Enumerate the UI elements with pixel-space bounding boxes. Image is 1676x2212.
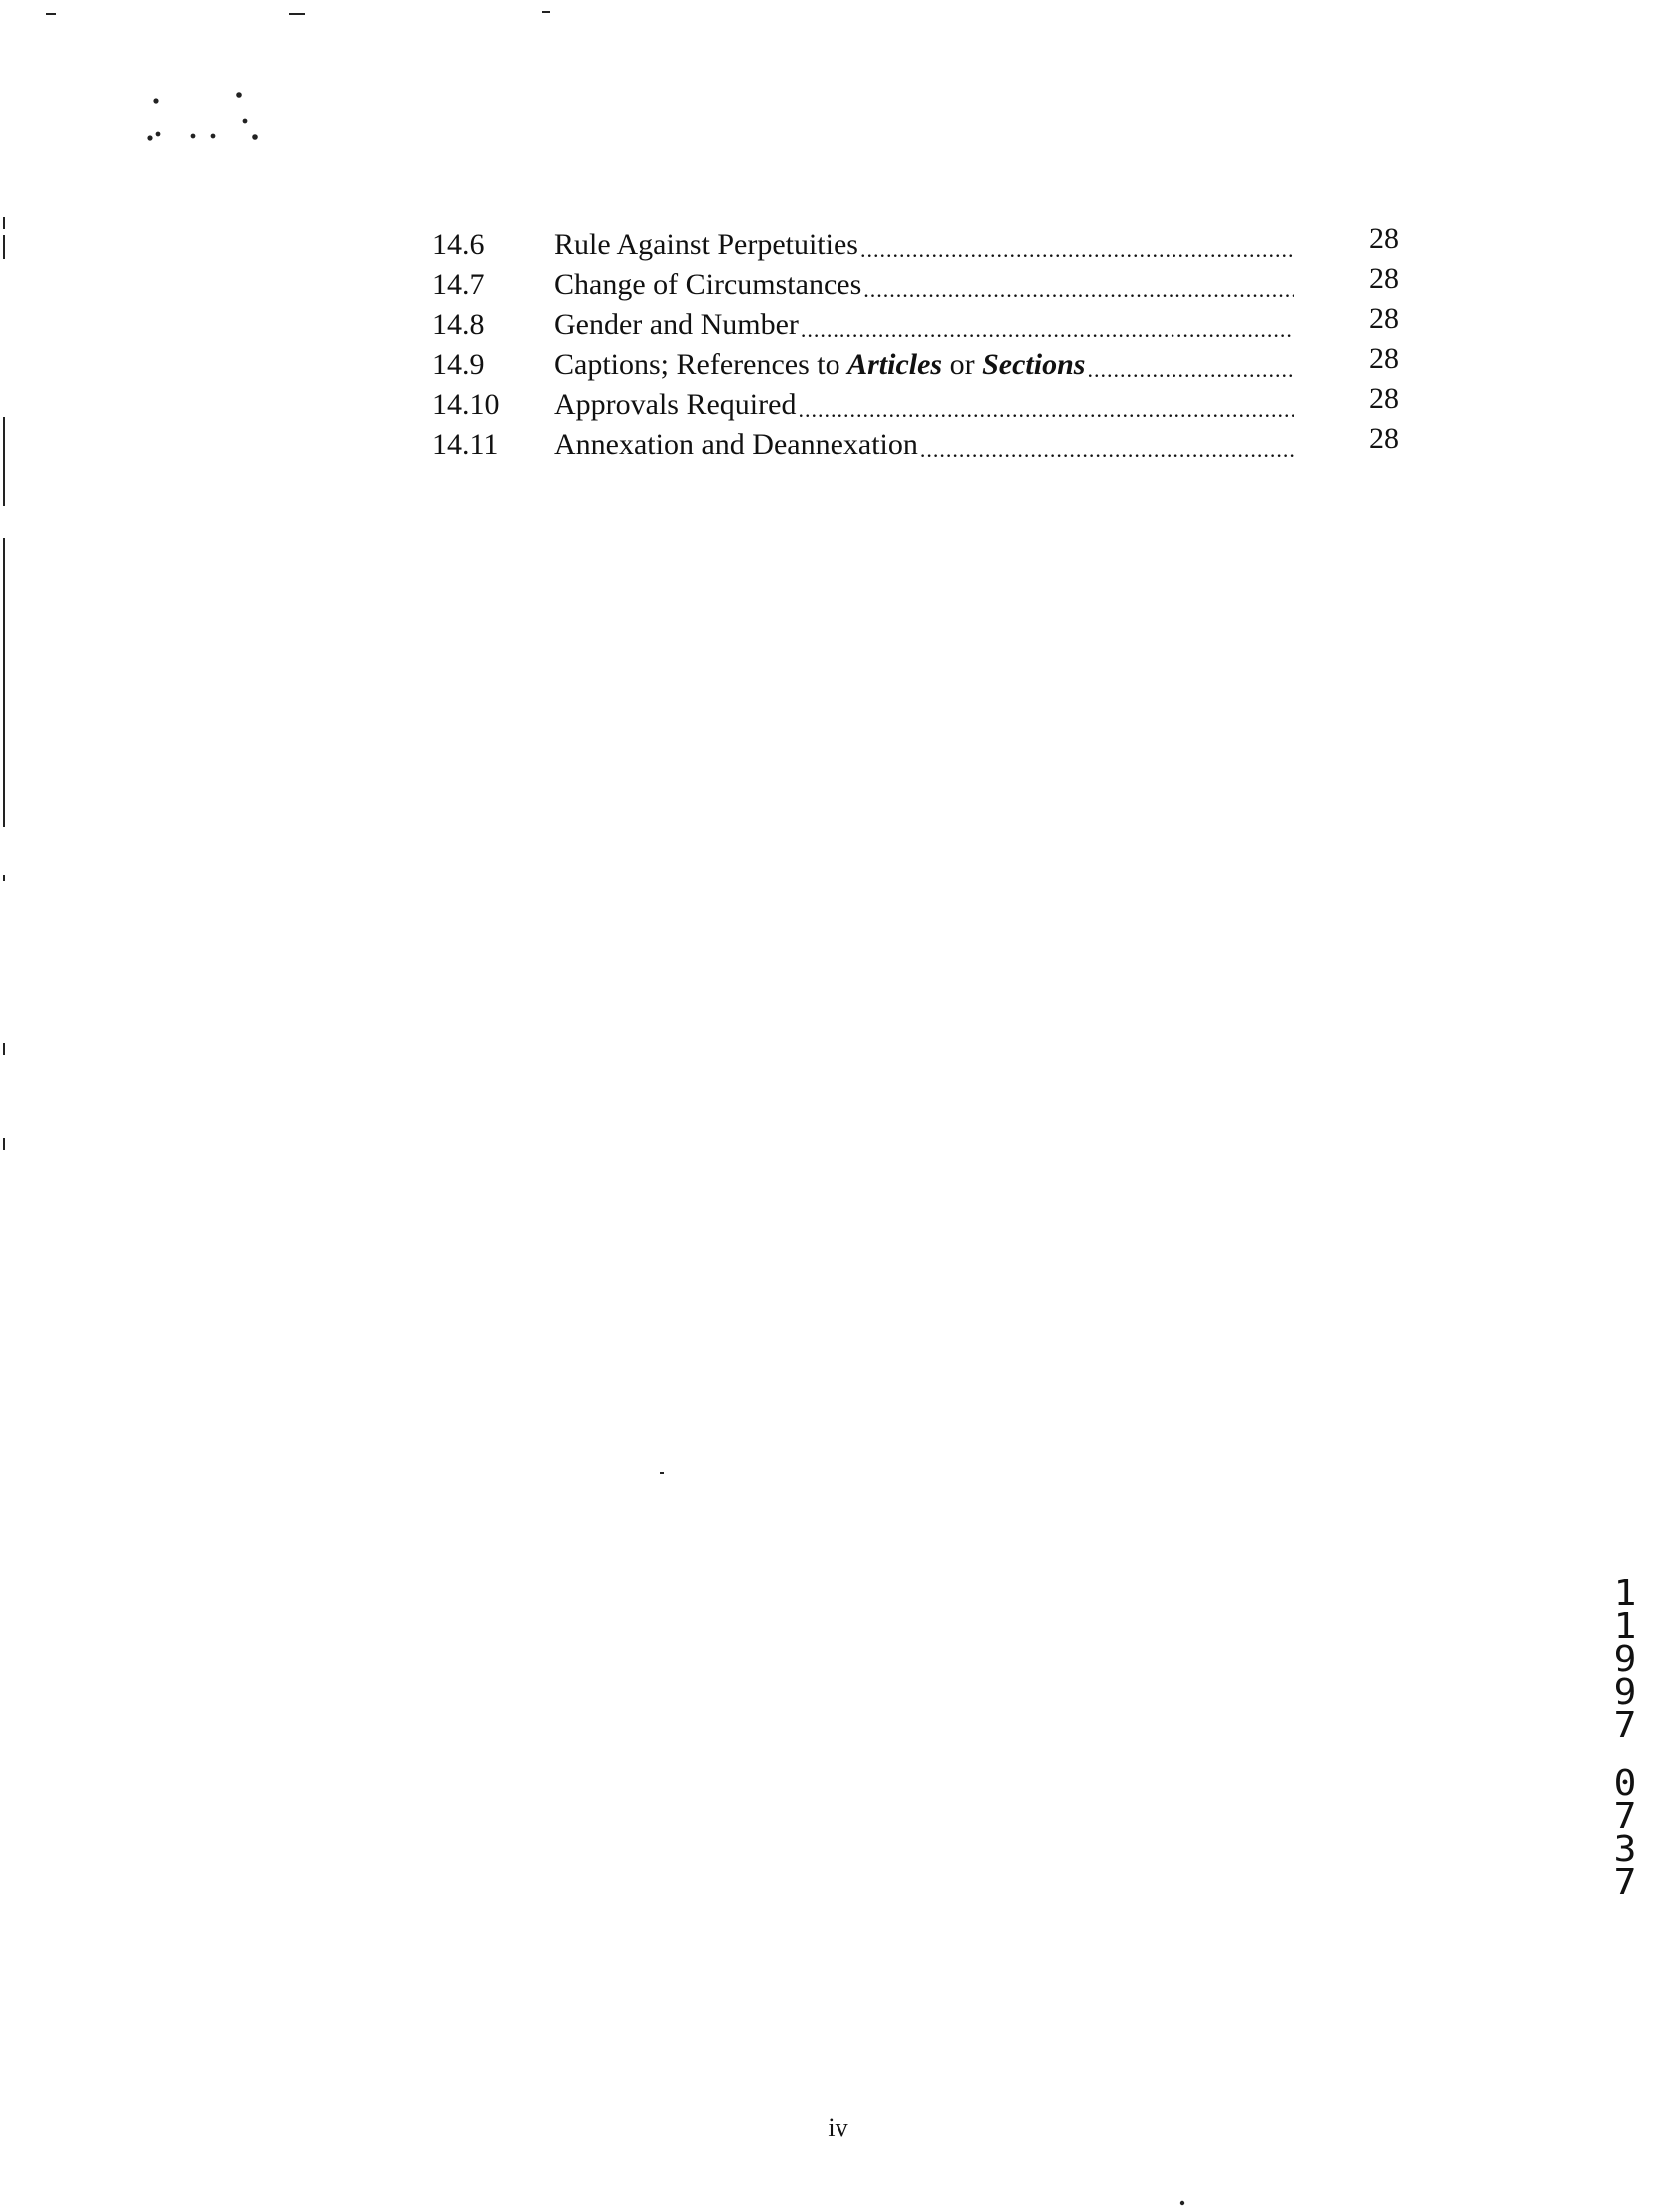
toc-entry-14-8[interactable] <box>432 302 1409 345</box>
stamp-digit: 1 <box>1613 1606 1637 1647</box>
toc-entry-title-text: Gender and Number <box>554 308 799 341</box>
stamp-digit: 9 <box>1613 1672 1637 1713</box>
toc-title-connector: or <box>942 348 983 381</box>
toc-entry-14-9[interactable] <box>432 342 1409 385</box>
toc-entry-number: 14.6 <box>432 228 485 261</box>
toc-entry-title <box>554 225 1294 265</box>
toc-entry-title-text: Rule Against Perpetuities <box>554 228 858 261</box>
stamp-digit: 0 <box>1613 1763 1637 1804</box>
toc-entry-number: 14.7 <box>432 268 485 301</box>
toc-entry-page: 28 <box>1369 262 1399 295</box>
toc-entry-page: 28 <box>1369 382 1399 415</box>
page-number: iv <box>828 2113 848 2142</box>
stamp-digit: 7 <box>1613 1862 1637 1903</box>
dot-leader <box>798 395 1294 425</box>
toc-entry-page: 28 <box>1369 342 1399 375</box>
toc-entry-title <box>554 265 1294 305</box>
dot-leader <box>860 235 1294 265</box>
toc-entry-page: 28 <box>1369 422 1399 455</box>
recording-number-stamp <box>1599 1573 1652 1903</box>
dot-leader <box>801 315 1294 345</box>
toc-entry-page: 28 <box>1369 302 1399 335</box>
stamp-digit: 3 <box>1613 1829 1637 1870</box>
dot-leader <box>1087 355 1294 385</box>
table-of-contents <box>432 222 1409 465</box>
toc-entry-number: 14.10 <box>432 388 500 421</box>
toc-entry-title <box>554 345 1294 385</box>
stamp-digit: 7 <box>1613 1796 1637 1837</box>
stamp-digit: 9 <box>1613 1639 1637 1680</box>
toc-entry-number: 14.8 <box>432 308 485 341</box>
stamp-digit: 7 <box>1613 1705 1637 1745</box>
toc-entry-title <box>554 305 1294 345</box>
toc-entry-title-text: Approvals Required <box>554 388 797 421</box>
toc-entry-14-6[interactable] <box>432 222 1409 265</box>
toc-entry-title-text <box>554 345 1085 385</box>
dot-leader <box>920 435 1294 465</box>
toc-title-emphasis-articles: Articles <box>847 348 943 381</box>
toc-entry-14-10[interactable] <box>432 382 1409 425</box>
dot-leader <box>863 275 1294 305</box>
stamp-digit: 1 <box>1613 1573 1637 1614</box>
toc-entry-title <box>554 385 1294 425</box>
toc-title-emphasis-sections: Sections <box>982 348 1086 381</box>
toc-entry-page: 28 <box>1369 222 1399 255</box>
toc-entry-title-text: Annexation and Deannexation <box>554 428 918 461</box>
toc-entry-14-11[interactable] <box>432 422 1409 465</box>
toc-entry-number: 14.11 <box>432 428 499 461</box>
toc-title-prefix: Captions; References to <box>554 348 848 381</box>
toc-entry-title <box>554 425 1294 465</box>
toc-entry-title-text: Change of Circumstances <box>554 268 862 301</box>
toc-entry-14-7[interactable] <box>432 262 1409 305</box>
toc-entry-number: 14.9 <box>432 348 485 381</box>
